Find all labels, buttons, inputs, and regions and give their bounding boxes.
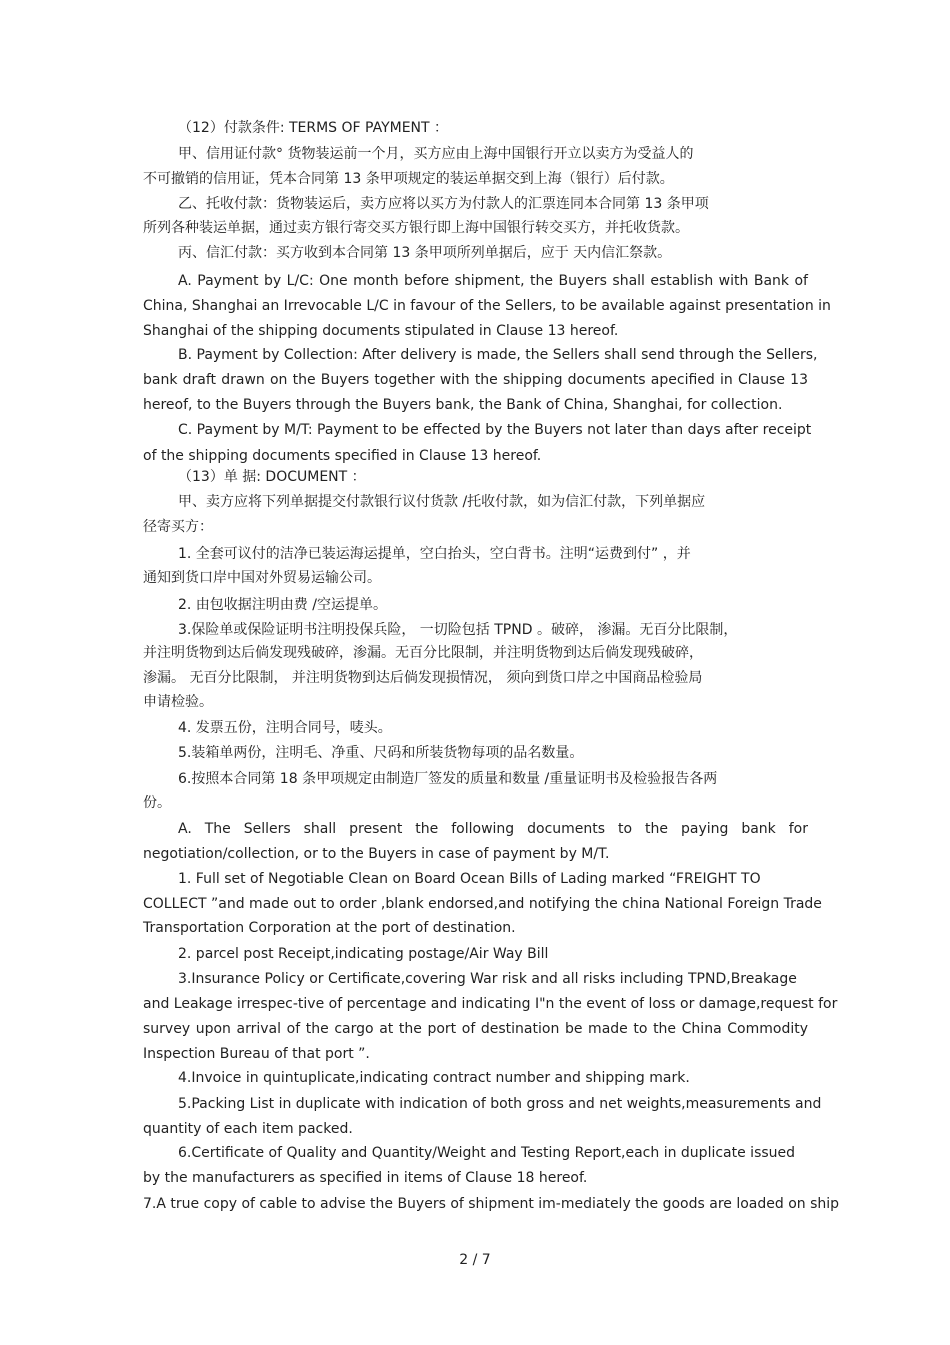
- text-line: 乙、托收付款：货物装运后，卖方应将以买方为付款人的汇票连同本合同第 13 条甲项: [178, 196, 709, 212]
- text-line: bank draft drawn on the Buyers together with the shipping documents apecified in Clause 13: [143, 372, 808, 388]
- text-line: 通知到货口岸中国对外贸易运输公司。: [143, 570, 381, 586]
- text-line: 申请检验。: [143, 694, 213, 710]
- text-line: Shanghai of the shipping documents stipulated in Clause 13 hereof.: [143, 323, 619, 339]
- text-line: 并注明货物到达后倘发现残破碎，渗漏。无百分比限制，并注明货物到达后倘发现残破碎，: [143, 645, 703, 661]
- text-line: and Leakage irrespec-tive of percentage and indicating I"n the event of loss or damage,request for: [143, 996, 838, 1012]
- text-line: 甲、卖方应将下列单据提交付款银行议付货款 /托收付款，如为信汇付款，下列单据应: [178, 494, 706, 510]
- text-line: C. Payment by M/T: Payment to be effected by the Buyers not later than days after receipt: [178, 422, 812, 438]
- text-line: 5.装箱单两份，注明毛、净重、尺码和所装货物每项的品名数量。: [178, 745, 584, 761]
- text-line: 4. 发票五份，注明合同号，唛头。: [178, 720, 392, 736]
- text-line: 7.A true copy of cable to advise the Buyers of shipment im-mediately the goods are loaded on ship: [143, 1196, 840, 1212]
- text-line: negotiation/collection, or to the Buyers in case of payment by M/T.: [143, 846, 610, 862]
- text-line: 渗漏。 无百分比限制， 并注明货物到达后倘发现损情况， 须向到货口岸之中国商品检验局: [143, 670, 703, 686]
- text-line: Transportation Corporation at the port of destination.: [143, 920, 516, 936]
- text-line: 不可撤销的信用证，凭本合同第 13 条甲项规定的装运单据交到上海（银行）后付款。: [143, 171, 674, 187]
- text-line: 2. 由包收据注明由费 /空运提单。: [178, 597, 387, 613]
- text-line: 份。: [143, 795, 171, 811]
- text-line: 3.保险单或保险证明书注明投保兵险， 一切险包括 TPND 。破碎， 渗漏。无百分比限制，: [178, 622, 738, 638]
- page-number: 2 / 7: [459, 1252, 491, 1268]
- text-line: 甲、信用证付款° 货物装运前一个月，买方应由上海中国银行开立以卖方为受益人的: [178, 146, 694, 162]
- text-line: （12）付款条件: TERMS OF PAYMENT ：: [178, 120, 449, 136]
- text-line: 2. parcel post Receipt,indicating postage/Air Way Bill: [178, 946, 549, 962]
- text-line: A. The Sellers shall present the following documents to the paying bank for: [178, 821, 808, 837]
- text-line: 6.Certificate of Quality and Quantity/Weight and Testing Report,each in duplicate issued: [178, 1145, 796, 1161]
- text-line: A. Payment by L/C: One month before shipment, the Buyers shall establish with Bank of: [178, 273, 808, 289]
- text-line: China, Shanghai an Irrevocable L/C in favour of the Sellers, to be available against presentation in: [143, 298, 831, 314]
- text-line: hereof, to the Buyers through the Buyers bank, the Bank of China, Shanghai, for collection.: [143, 397, 783, 413]
- text-line: Inspection Bureau of that port ”.: [143, 1046, 370, 1062]
- text-line: quantity of each item packed.: [143, 1121, 353, 1137]
- text-line: 1. Full set of Negotiable Clean on Board Ocean Bills of Lading marked “FREIGHT TO: [178, 871, 761, 887]
- text-line: 丙、信汇付款：买方收到本合同第 13 条甲项所列单据后，应于 天内信汇祭款。: [178, 245, 672, 261]
- text-line: 所列各种装运单据，通过卖方银行寄交买方银行即上海中国银行转交买方，并托收货款。: [143, 220, 689, 236]
- text-line: 径寄买方：: [143, 519, 213, 535]
- text-line: survey upon arrival of the cargo at the port of destination be made to the China Commodity: [143, 1021, 808, 1037]
- text-line: 4.Invoice in quintuplicate,indicating contract number and shipping mark.: [178, 1070, 690, 1086]
- text-line: by the manufacturers as specified in items of Clause 18 hereof.: [143, 1170, 588, 1186]
- text-line: 6.按照本合同第 18 条甲项规定由制造厂签发的质量和数量 /重量证明书及检验报告各两: [178, 771, 718, 787]
- text-line: 3.Insurance Policy or Certificate,covering War risk and all risks including TPND,Breakage: [178, 971, 797, 987]
- text-line: of the shipping documents specified in Clause 13 hereof.: [143, 448, 542, 464]
- text-line: B. Payment by Collection: After delivery is made, the Sellers shall send through the Sellers,: [178, 347, 818, 363]
- text-line: 5.Packing List in duplicate with indication of both gross and net weights,measurements and: [178, 1096, 822, 1112]
- text-line: COLLECT ”and made out to order ,blank endorsed,and notifying the china National Foreign Trade: [143, 896, 822, 912]
- text-line: 1. 全套可议付的洁净已装运海运提单，空白抬头，空白背书。注明“运费到付” ，并: [178, 546, 691, 562]
- text-line: （13）单 据: DOCUMENT ：: [178, 469, 366, 485]
